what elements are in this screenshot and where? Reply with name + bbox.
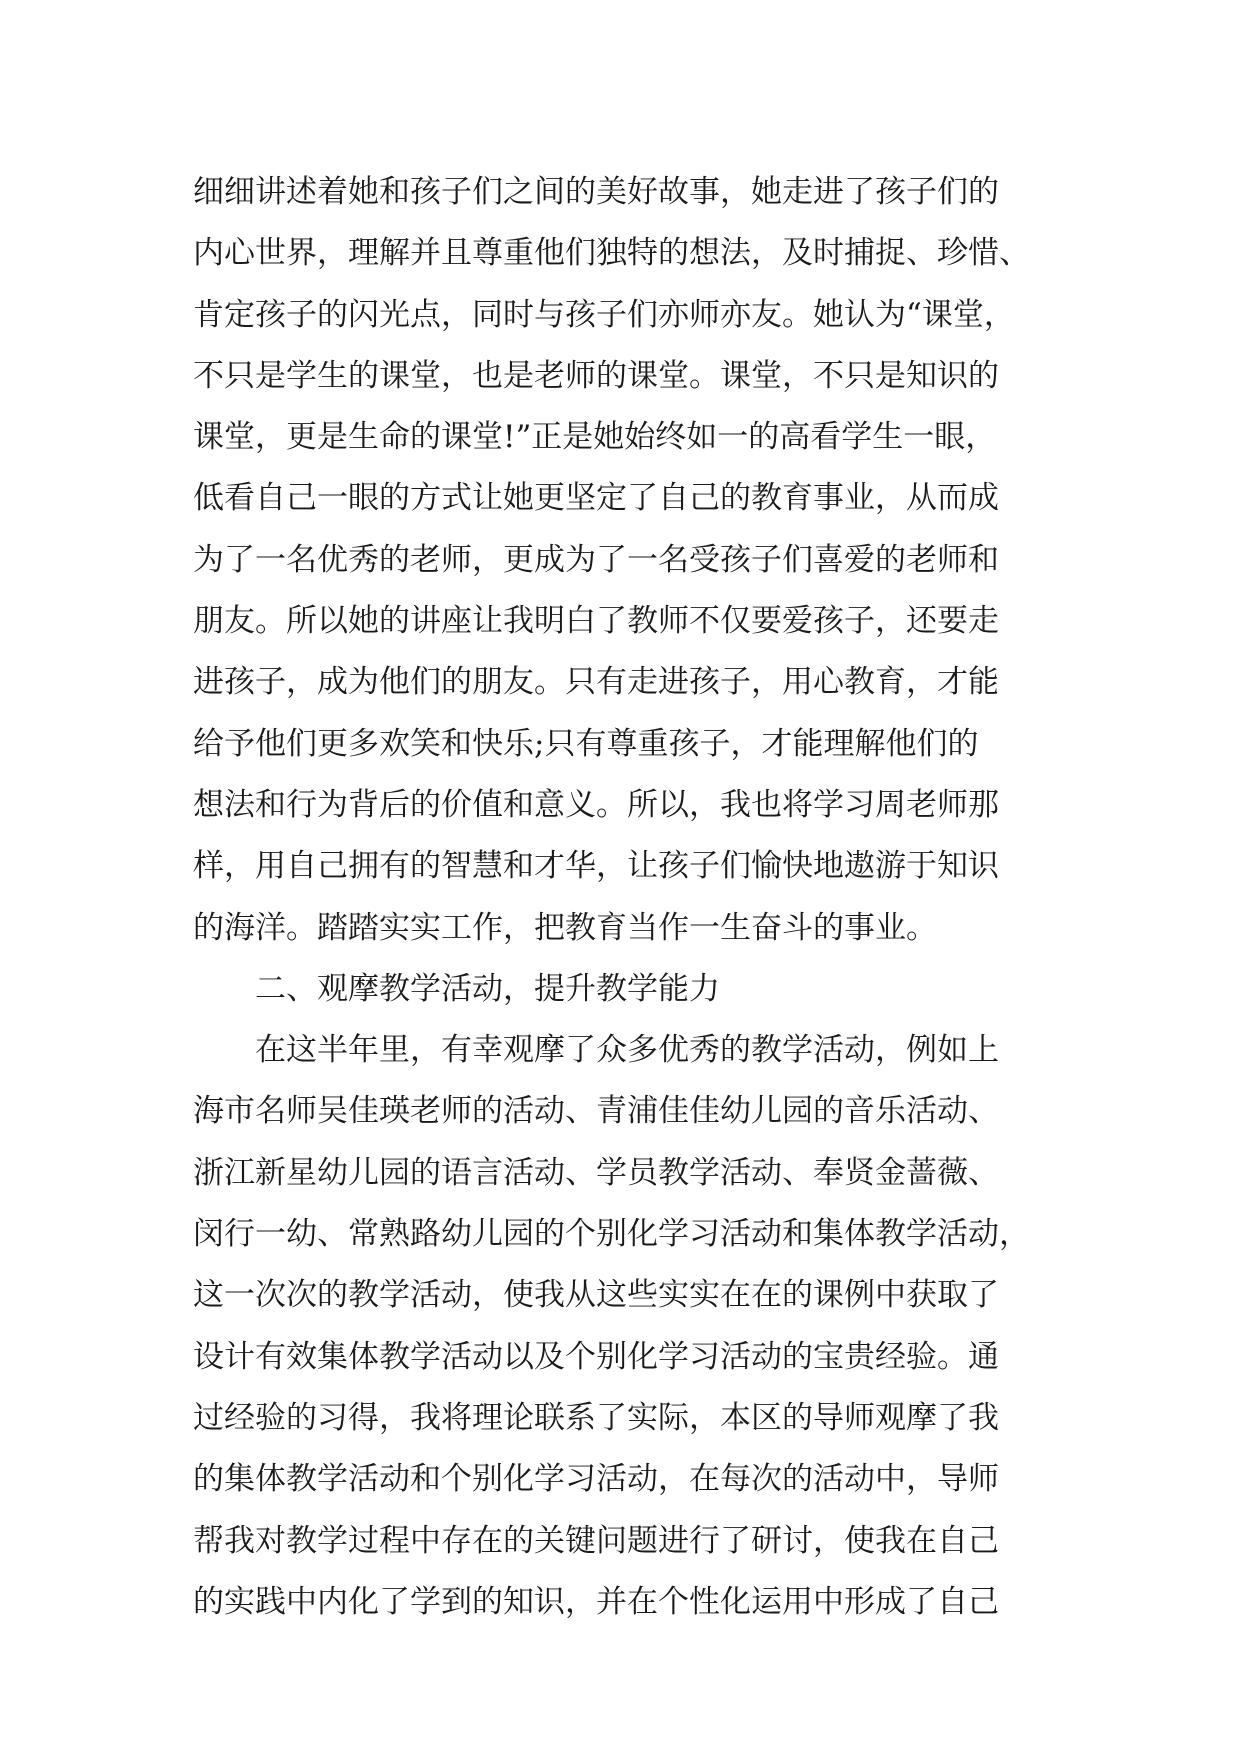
text-line: 的集体教学活动和个别化学习活动，在每次的活动中，导师 [193, 1461, 999, 1498]
text-line: 朋友。所以她的讲座让我明白了教师不仅要爱孩子，还要走 [193, 603, 999, 640]
section-heading: 二、观摩教学活动，提升教学能力 [255, 970, 720, 1007]
text-line: 低看自己一眼的方式让她更坚定了自己的教育事业，从而成 [193, 480, 999, 517]
text-line: 在这半年里，有幸观摩了众多优秀的教学活动，例如上 [255, 1032, 999, 1069]
text-line: 过经验的习得，我将理论联系了实际，本区的导师观摩了我 [193, 1399, 999, 1436]
text-line: 设计有效集体教学活动以及个别化学习活动的宝贵经验。通 [193, 1338, 999, 1375]
text-line: 细细讲述着她和孩子们之间的美好故事，她走进了孩子们的 [193, 174, 999, 210]
text-line: 进孩子，成为他们的朋友。只有走进孩子，用心教育，才能 [193, 664, 999, 701]
text-line: 给予他们更多欢笑和快乐;只有尊重孩子，才能理解他们的 [193, 725, 979, 762]
text-line: 样，用自己拥有的智慧和才华，让孩子们愉快地遨游于知识 [193, 848, 999, 885]
text-line: 浙江新星幼儿园的语言活动、学员教学活动、奉贤金蔷薇、 [193, 1154, 999, 1191]
text-line: 闵行一幼、常熟路幼儿园的个别化学习活动和集体教学活动， [193, 1216, 1030, 1253]
text-line: 的实践中内化了学到的知识，并在个性化运用中形成了自己 [193, 1583, 999, 1620]
text-line: 不只是学生的课堂，也是老师的课堂。课堂，不只是知识的 [193, 357, 999, 394]
text-line: 内心世界，理解并且尊重他们独特的想法，及时捕捉、珍惜、 [193, 235, 1030, 272]
text-line: 课堂，更是生命的课堂!”正是她始终如一的高看学生一眼， [193, 419, 997, 456]
text-line: 肯定孩子的闪光点，同时与孩子们亦师亦友。她认为“课堂， [193, 296, 1015, 333]
text-line: 想法和行为背后的价值和意义。所以，我也将学习周老师那 [193, 786, 999, 823]
text-line: 帮我对教学过程中存在的关键问题进行了研讨，使我在自己 [193, 1522, 999, 1559]
text-line: 为了一名优秀的老师，更成为了一名受孩子们喜爱的老师和 [193, 541, 999, 578]
text-line: 的海洋。踏踏实实工作，把教育当作一生奋斗的事业。 [193, 909, 937, 946]
body-text [193, 162, 1053, 1633]
text-line: 这一次次的教学活动，使我从这些实实在在的课例中获取了 [193, 1277, 999, 1314]
text-line: 海市名师吴佳瑛老师的活动、青浦佳佳幼儿园的音乐活动、 [193, 1093, 999, 1130]
